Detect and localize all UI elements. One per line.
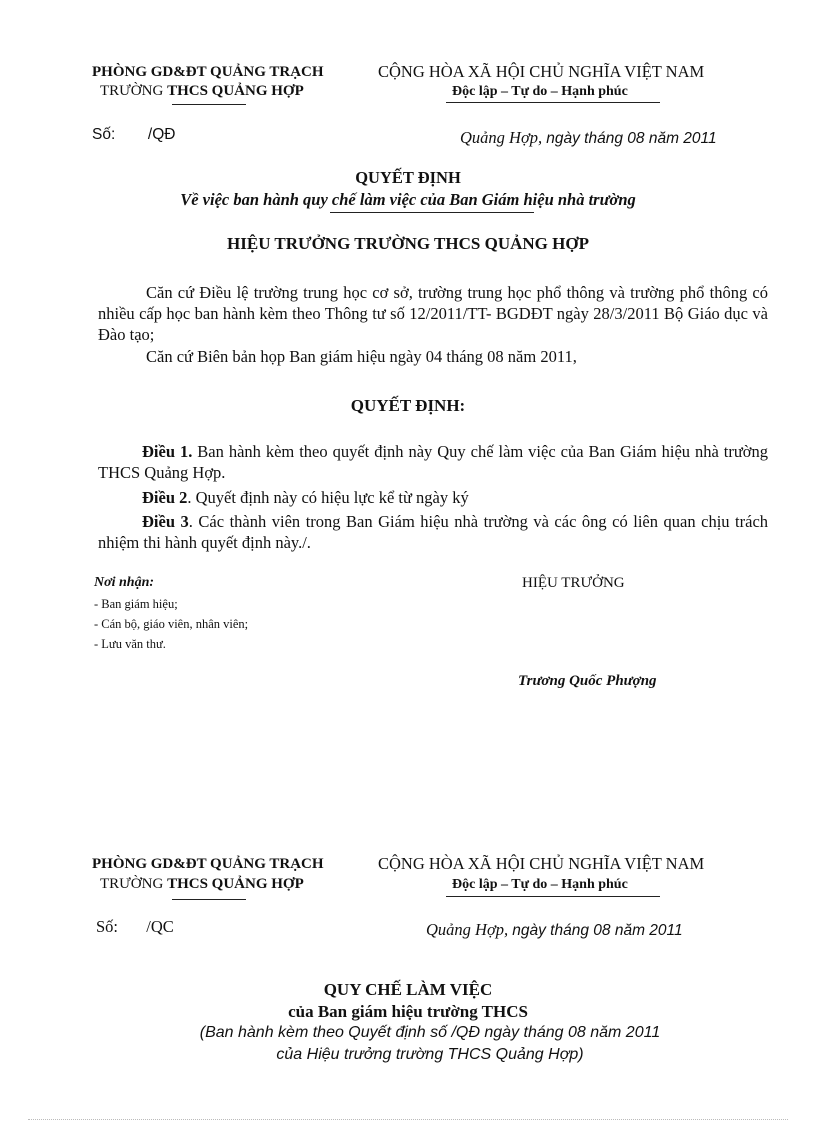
article-3-label: Điều 3: [142, 512, 189, 531]
document-number: [92, 126, 175, 144]
document-number: [96, 917, 174, 937]
article-3-text: . Các thành viên trong Ban Giám hiệu nhà trường và các ông có liên quan chịu trách nhiệm thi hành quyết định này./.: [98, 512, 769, 552]
school-name: THCS QUẢNG HỢP: [167, 83, 304, 99]
article-2-text: . Quyết định này có hiệu lực kể từ ngày ký: [187, 488, 469, 507]
school-underline: [172, 104, 246, 105]
article-2: [98, 487, 768, 508]
authority-heading: HIỆU TRƯỞNG TRƯỜNG THCS QUẢNG HỢP: [227, 234, 589, 253]
recipient-item: - Cán bộ, giáo viên, nhân viên;: [94, 617, 249, 631]
signer-name: Trương Quốc Phượng: [518, 673, 657, 689]
number-label: Số:: [96, 917, 119, 936]
decision-subtitle: Về việc ban hành quy chế làm việc của Ban Giám hiệu nhà trường: [180, 190, 636, 209]
article-3: [98, 511, 768, 553]
country-name: CỘNG HÒA XÃ HỘI CHỦ NGHĨA VIỆT NAM: [378, 854, 705, 873]
recipients-heading: Nơi nhận:: [94, 575, 155, 590]
date-place: Quảng Hợp,: [460, 128, 543, 147]
school-prefix: TRƯỜNG: [100, 83, 164, 99]
recipient-item: - Ban giám hiệu;: [94, 597, 178, 611]
school-prefix: TRƯỜNG: [100, 876, 164, 892]
number-value: /QC: [146, 917, 174, 936]
regulation-note-line-2: của Hiệu trưởng trường THCS Quảng Hợp): [276, 1046, 584, 1063]
page-bottom-border: [28, 1119, 788, 1120]
school-name: THCS QUẢNG HỢP: [167, 876, 304, 892]
regulation-title: QUY CHẾ LÀM VIỆC: [323, 980, 493, 999]
motto-underline: [446, 102, 660, 103]
article-1: [98, 441, 768, 483]
date-rest: ngày tháng 08 năm 2011: [512, 922, 683, 939]
school-underline: [172, 899, 246, 900]
decision-title: QUYẾT ĐỊNH: [355, 168, 461, 187]
article-1-label: Điều 1.: [142, 442, 193, 461]
article-2-label: Điều 2: [142, 488, 188, 507]
country-name: CỘNG HÒA XÃ HỘI CHỦ NGHĨA VIỆT NAM: [378, 62, 705, 81]
decide-heading: QUYẾT ĐỊNH:: [350, 396, 466, 415]
number-label: Số:: [92, 126, 116, 143]
document-date: [460, 128, 717, 148]
recipient-item: - Lưu văn thư.: [94, 637, 166, 651]
school-line: [100, 83, 304, 100]
number-value: /QĐ: [147, 126, 176, 143]
motto: Độc lập – Tự do – Hạnh phúc: [452, 84, 628, 99]
date-rest: ngày tháng 08 năm 2011: [546, 130, 717, 147]
article-1-text: Ban hành kèm theo quyết định này Quy chế làm việc của Ban Giám hiệu nhà trường THCS Quảng Hợp.: [98, 442, 769, 482]
date-place: Quảng Hợp,: [426, 920, 509, 939]
signer-title: HIỆU TRƯỞNG: [522, 575, 625, 591]
agency-name: PHÒNG GD&ĐT QUẢNG TRẠCH: [92, 64, 324, 80]
school-line: [100, 876, 304, 893]
regulation-note-line-1: (Ban hành kèm theo Quyết định số /QĐ ngày tháng 08 năm 2011: [199, 1024, 661, 1041]
motto-underline: [446, 896, 660, 897]
agency-name: PHÒNG GD&ĐT QUẢNG TRẠCH: [92, 856, 324, 872]
document-date: [426, 920, 683, 940]
basis-paragraph-2: Căn cứ Biên bản họp Ban giám hiệu ngày 04 tháng 08 năm 2011,: [146, 347, 577, 366]
motto: Độc lập – Tự do – Hạnh phúc: [452, 877, 628, 892]
basis-paragraph-1: Căn cứ Điều lệ trường trung học cơ sở, trường trung học phổ thông và trường phổ thông có nhiều cấp học ban hành kèm theo Thông tư số 12/2011/TT- BGDĐT ngày 28/3/2011 Bộ Giáo dục và Đào tạo;: [98, 283, 768, 344]
regulation-subtitle: của Ban giám hiệu trường THCS: [288, 1002, 528, 1021]
subtitle-underline: [330, 212, 534, 213]
